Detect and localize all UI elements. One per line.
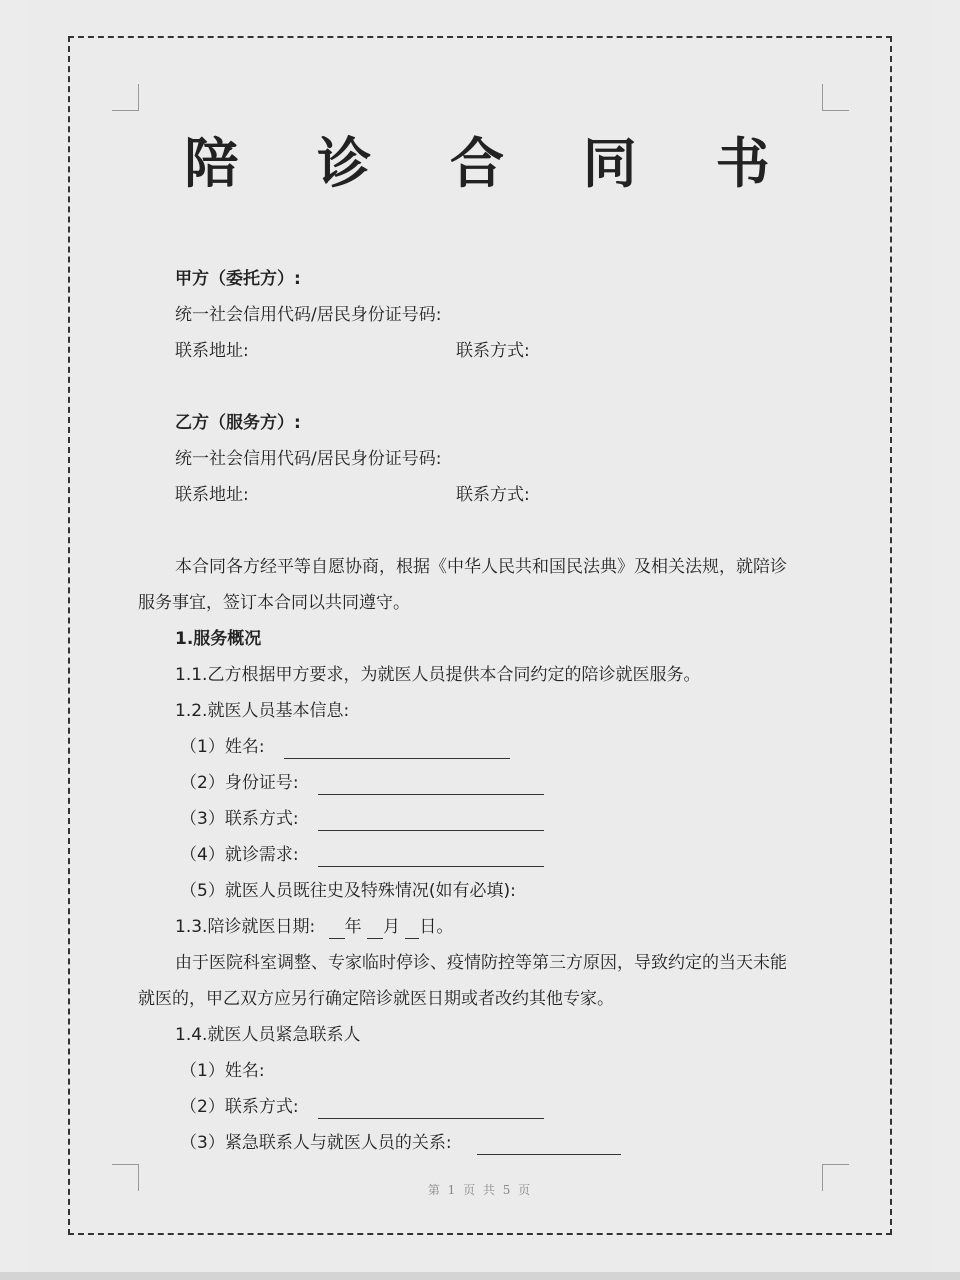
- party-b-address-label: 联系地址:: [175, 485, 249, 505]
- info-needs-blank[interactable]: [318, 848, 544, 867]
- date-year-blank[interactable]: [329, 920, 345, 939]
- party-b-heading: 乙方（服务方）:: [175, 413, 301, 433]
- contact-phone-row: [180, 1095, 544, 1119]
- contact-relation-row: [180, 1131, 621, 1155]
- date-day-label: 日。: [419, 917, 454, 937]
- party-b-contact-label: 联系方式:: [456, 485, 530, 505]
- info-name-row: [180, 735, 510, 759]
- contact-phone-blank[interactable]: [318, 1100, 544, 1119]
- intro-line-2: 服务事宜，签订本合同以共同遵守。: [138, 593, 410, 613]
- info-needs-row: [180, 843, 544, 867]
- clause-1-2: 1.2.就医人员基本信息:: [175, 701, 350, 721]
- contact-phone-label: （2）联系方式:: [180, 1097, 299, 1117]
- crop-mark-top-left: [112, 84, 139, 111]
- party-a-address-label: 联系地址:: [175, 341, 249, 361]
- clause-1-4: 1.4.就医人员紧急联系人: [175, 1025, 361, 1045]
- clause-1-3: [175, 915, 453, 939]
- document-title: 陪 诊 合 同 书: [184, 131, 800, 195]
- info-name-label: （1）姓名:: [180, 737, 265, 757]
- crop-mark-top-right: [822, 84, 849, 111]
- date-day-blank[interactable]: [405, 920, 419, 939]
- date-month-label: 月: [382, 917, 400, 937]
- page-bottom-strip: [0, 1272, 960, 1280]
- info-id-blank[interactable]: [318, 776, 544, 795]
- info-contact-blank[interactable]: [318, 812, 544, 831]
- info-id-label: （2）身份证号:: [180, 773, 299, 793]
- party-a-id-label: 统一社会信用代码/居民身份证号码:: [175, 305, 442, 325]
- date-prefix: 1.3.陪诊就医日期:: [175, 917, 316, 937]
- contact-relation-label: （3）紧急联系人与就医人员的关系:: [180, 1133, 452, 1153]
- reschedule-line-1: 由于医院科室调整、专家临时停诊、疫情防控等第三方原因，导致约定的当天未能: [175, 953, 787, 973]
- info-contact-row: [180, 807, 544, 831]
- contact-name-label: （1）姓名:: [180, 1061, 265, 1081]
- info-contact-label: （3）联系方式:: [180, 809, 299, 829]
- party-a-heading: 甲方（委托方）:: [175, 269, 301, 289]
- party-b-id-label: 统一社会信用代码/居民身份证号码:: [175, 449, 442, 469]
- reschedule-line-2: 就医的，甲乙双方应另行确定陪诊就医日期或者改约其他专家。: [138, 989, 614, 1009]
- info-needs-label: （4）就诊需求:: [180, 845, 299, 865]
- intro-line-1: 本合同各方经平等自愿协商，根据《中华人民共和国民法典》及相关法规，就陪诊: [175, 557, 787, 577]
- contact-relation-blank[interactable]: [477, 1136, 621, 1155]
- clause-1-1: 1.1.乙方根据甲方要求，为就医人员提供本合同约定的陪诊就医服务。: [175, 665, 701, 685]
- section-1-heading: 1.服务概况: [175, 629, 262, 649]
- party-a-contact-label: 联系方式:: [456, 341, 530, 361]
- info-history-label: （5）就医人员既往史及特殊情况(如有必填):: [180, 881, 516, 901]
- info-id-row: [180, 771, 544, 795]
- date-month-blank[interactable]: [367, 920, 383, 939]
- info-name-blank[interactable]: [284, 740, 510, 759]
- page-footer: 第 1 页 共 5 页: [427, 1183, 533, 1197]
- date-year-label: 年: [344, 917, 362, 937]
